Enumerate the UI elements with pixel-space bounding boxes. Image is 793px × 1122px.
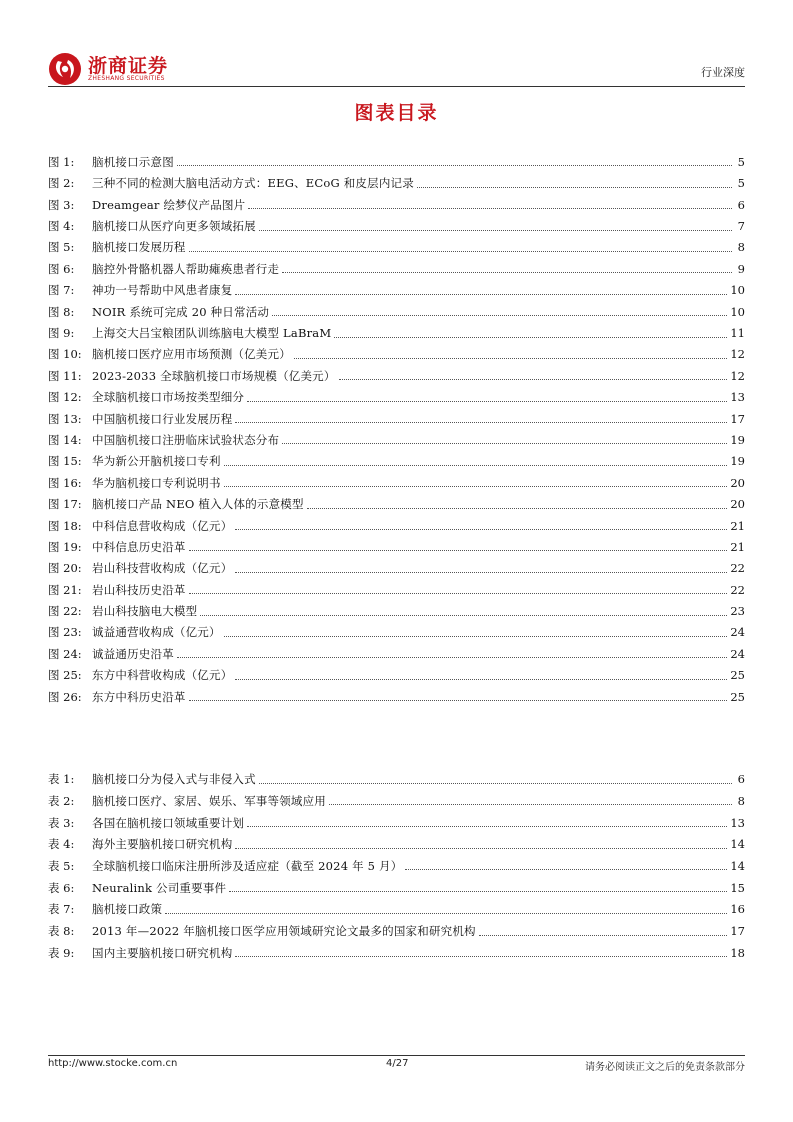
table-toc-entry[interactable] bbox=[48, 829, 745, 851]
figure-toc-entry[interactable] bbox=[48, 660, 745, 681]
entry-label: 图 15: bbox=[48, 454, 82, 469]
dot-leader bbox=[189, 550, 728, 551]
figure-list bbox=[48, 147, 745, 703]
figure-toc-entry[interactable] bbox=[48, 489, 745, 510]
entry-title: 脑机接口医疗应用市场预测（亿美元） bbox=[92, 347, 291, 362]
entry-label: 图 6: bbox=[48, 261, 75, 276]
figure-toc-entry[interactable] bbox=[48, 233, 745, 254]
figure-toc-entry[interactable] bbox=[48, 168, 745, 189]
entry-title: 中科信息历史沿革 bbox=[92, 539, 186, 554]
entry-page-number: 6 bbox=[737, 197, 745, 212]
dot-leader bbox=[224, 486, 728, 487]
entry-title: 全球脑机接口市场按类型细分 bbox=[92, 390, 245, 405]
dot-leader bbox=[329, 804, 732, 805]
dot-leader bbox=[229, 891, 727, 892]
figure-toc-entry[interactable] bbox=[48, 340, 745, 361]
table-toc-entry[interactable] bbox=[48, 786, 745, 808]
entry-title: 神功一号帮助中风患者康复 bbox=[92, 283, 233, 298]
dot-leader bbox=[259, 230, 732, 231]
entry-page-number: 25 bbox=[730, 689, 745, 704]
dot-leader bbox=[235, 956, 727, 957]
dot-leader bbox=[189, 251, 732, 252]
dot-leader bbox=[235, 679, 727, 680]
entry-title: 诚益通营收构成（亿元） bbox=[92, 625, 221, 640]
entry-title: 脑控外骨骼机器人帮助瘫痪患者行走 bbox=[92, 261, 280, 276]
entry-label: 图 23: bbox=[48, 625, 82, 640]
entry-page-number: 10 bbox=[730, 283, 745, 298]
entry-label: 图 8: bbox=[48, 304, 75, 319]
entry-page-number: 12 bbox=[730, 368, 745, 383]
entry-page-number: 16 bbox=[730, 902, 745, 917]
dot-leader bbox=[165, 913, 727, 914]
table-list bbox=[48, 764, 745, 959]
page-header bbox=[48, 48, 745, 86]
dot-leader bbox=[224, 465, 728, 466]
company-logo bbox=[48, 48, 218, 86]
entry-title: 东方中科历史沿革 bbox=[92, 689, 186, 704]
table-toc-entry[interactable] bbox=[48, 894, 745, 916]
dot-leader bbox=[417, 187, 732, 188]
entry-label: 图 4: bbox=[48, 219, 75, 234]
zheshang-logo-icon bbox=[48, 52, 82, 86]
entry-label: 图 3: bbox=[48, 197, 75, 212]
entry-page-number: 6 bbox=[737, 772, 745, 787]
entry-page-number: 12 bbox=[730, 347, 745, 362]
entry-title: 国内主要脑机接口研究机构 bbox=[92, 945, 233, 960]
entry-title: 华为脑机接口专利说明书 bbox=[92, 475, 221, 490]
dot-leader bbox=[235, 848, 727, 849]
dot-leader bbox=[339, 379, 728, 380]
figure-toc-entry[interactable] bbox=[48, 511, 745, 532]
entry-page-number: 24 bbox=[730, 625, 745, 640]
figure-toc-entry[interactable] bbox=[48, 596, 745, 617]
entry-page-number: 20 bbox=[730, 497, 745, 512]
entry-title: Dreamgear 绘梦仪产品图片 bbox=[92, 197, 246, 212]
figure-toc-entry[interactable] bbox=[48, 639, 745, 660]
figure-toc-entry[interactable] bbox=[48, 553, 745, 574]
dot-leader bbox=[235, 572, 727, 573]
entry-label: 图 9: bbox=[48, 326, 75, 341]
entry-label: 表 1: bbox=[48, 772, 75, 787]
entry-label: 图 21: bbox=[48, 582, 82, 597]
figure-toc-entry[interactable] bbox=[48, 446, 745, 467]
entry-page-number: 15 bbox=[730, 880, 745, 895]
entry-title: 脑机接口政策 bbox=[92, 902, 163, 917]
figure-toc-entry[interactable] bbox=[48, 532, 745, 553]
dot-leader bbox=[235, 294, 727, 295]
entry-title: 脑机接口发展历程 bbox=[92, 240, 186, 255]
entry-label: 图 2: bbox=[48, 176, 75, 191]
entry-label: 表 6: bbox=[48, 880, 75, 895]
table-toc-entry[interactable] bbox=[48, 764, 745, 786]
table-toc-entry[interactable] bbox=[48, 916, 745, 938]
entry-page-number: 11 bbox=[730, 326, 745, 341]
entry-label: 表 8: bbox=[48, 924, 75, 938]
dot-leader bbox=[334, 337, 727, 338]
entry-label: 图 1: bbox=[48, 154, 75, 169]
entry-label: 图 25: bbox=[48, 668, 82, 683]
dot-leader bbox=[479, 935, 728, 936]
entry-label: 图 12: bbox=[48, 390, 82, 405]
entry-page-number: 8 bbox=[737, 240, 745, 255]
entry-page-number: 21 bbox=[730, 539, 745, 554]
dot-leader bbox=[248, 208, 732, 209]
dot-leader bbox=[247, 826, 727, 827]
entry-title: 岩山科技营收构成（亿元） bbox=[92, 561, 233, 576]
entry-label: 图 19: bbox=[48, 539, 82, 554]
figure-toc-entry[interactable] bbox=[48, 618, 745, 639]
entry-page-number: 5 bbox=[737, 154, 745, 169]
table-toc-entry[interactable] bbox=[48, 851, 745, 873]
entry-page-number: 14 bbox=[730, 858, 745, 873]
entry-page-number: 5 bbox=[737, 176, 745, 191]
figure-toc-entry[interactable] bbox=[48, 404, 745, 425]
page-number: 4/27 bbox=[386, 1058, 409, 1069]
figure-toc-entry[interactable] bbox=[48, 575, 745, 596]
entry-label: 图 10: bbox=[48, 347, 82, 362]
dot-leader bbox=[294, 358, 727, 359]
entry-page-number: 20 bbox=[730, 475, 745, 490]
figure-toc-entry[interactable] bbox=[48, 254, 745, 275]
document-type-label: 行业深度 bbox=[701, 66, 745, 79]
entry-title: 上海交大吕宝粮团队训练脑电大模型 LaBraM bbox=[92, 326, 332, 341]
dot-leader bbox=[272, 315, 727, 316]
entry-page-number: 9 bbox=[737, 261, 745, 276]
entry-label: 图 13: bbox=[48, 411, 82, 426]
table-toc-entry[interactable] bbox=[48, 872, 745, 894]
table-toc-entry[interactable] bbox=[48, 938, 745, 960]
entry-title: 中国脑机接口注册临床试验状态分布 bbox=[92, 432, 280, 447]
dot-leader bbox=[307, 508, 728, 509]
entry-title: 脑机接口医疗、家居、娱乐、军事等领域应用 bbox=[92, 793, 326, 808]
entry-page-number: 22 bbox=[730, 561, 745, 576]
entry-label: 图 17: bbox=[48, 497, 82, 512]
entry-label: 表 9: bbox=[48, 945, 75, 960]
figure-toc-entry[interactable] bbox=[48, 425, 745, 446]
dot-leader bbox=[177, 657, 727, 658]
entry-label: 表 7: bbox=[48, 902, 75, 917]
entry-title: 中科信息营收构成（亿元） bbox=[92, 518, 233, 533]
entry-label: 图 16: bbox=[48, 475, 82, 490]
entry-title: 脑机接口示意图 bbox=[92, 154, 174, 169]
entry-label: 图 22: bbox=[48, 604, 82, 619]
entry-page-number: 22 bbox=[730, 582, 745, 597]
figure-toc-entry[interactable] bbox=[48, 682, 745, 703]
entry-page-number: 14 bbox=[730, 837, 745, 852]
entry-title: 脑机接口从医疗向更多领域拓展 bbox=[92, 219, 256, 234]
entry-title: 东方中科营收构成（亿元） bbox=[92, 668, 233, 683]
entry-title: 诚益通历史沿革 bbox=[92, 646, 174, 661]
entry-label: 表 4: bbox=[48, 837, 75, 852]
entry-page-number: 21 bbox=[730, 518, 745, 533]
entry-page-number: 25 bbox=[730, 668, 745, 683]
disclaimer-note: 请务必阅读正文之后的免责条款部分 bbox=[585, 1062, 745, 1073]
entry-page-number: 10 bbox=[730, 304, 745, 319]
entry-label: 图 18: bbox=[48, 518, 82, 533]
entry-page-number: 17 bbox=[730, 411, 745, 426]
entry-label: 图 20: bbox=[48, 561, 82, 576]
entry-page-number: 13 bbox=[730, 390, 745, 405]
toc-title: 图表目录 bbox=[354, 102, 439, 124]
figure-toc-entry[interactable] bbox=[48, 468, 745, 489]
entry-label: 图 24: bbox=[48, 646, 82, 661]
entry-title: 岩山科技脑电大模型 bbox=[92, 604, 198, 619]
entry-title: 脑机接口产品 NEO 植入人体的示意模型 bbox=[92, 497, 304, 512]
dot-leader bbox=[177, 165, 732, 166]
dot-leader bbox=[189, 700, 728, 701]
figure-toc-entry[interactable] bbox=[48, 147, 745, 168]
dot-leader bbox=[224, 636, 728, 637]
entry-page-number: 19 bbox=[730, 432, 745, 447]
figure-toc-entry[interactable] bbox=[48, 275, 745, 296]
figure-toc-entry[interactable] bbox=[48, 190, 745, 211]
entry-title: 2013 年—2022 年脑机接口医学应用领域研究论文最多的国家和研究机构 bbox=[92, 924, 476, 938]
dot-leader bbox=[189, 593, 728, 594]
entry-title: 三种不同的检测大脑电活动方式：EEG、ECoG 和皮层内记录 bbox=[92, 176, 414, 191]
figure-toc-entry[interactable] bbox=[48, 382, 745, 403]
entry-page-number: 24 bbox=[730, 646, 745, 661]
logo-english-name: ZHESHANG SECURITIES bbox=[88, 75, 165, 82]
entry-title: 华为新公开脑机接口专利 bbox=[92, 454, 221, 469]
entry-page-number: 13 bbox=[730, 815, 745, 830]
entry-label: 表 2: bbox=[48, 793, 75, 808]
entry-page-number: 7 bbox=[737, 219, 745, 234]
entry-label: 图 14: bbox=[48, 432, 82, 447]
figure-toc-entry[interactable] bbox=[48, 297, 745, 318]
entry-label: 图 11: bbox=[48, 368, 82, 383]
dot-leader bbox=[247, 401, 727, 402]
header-divider bbox=[48, 86, 745, 87]
entry-title: 脑机接口分为侵入式与非侵入式 bbox=[92, 772, 256, 787]
entry-title: 2023-2033 全球脑机接口市场规模（亿美元） bbox=[92, 368, 336, 383]
entry-label: 表 5: bbox=[48, 858, 75, 873]
dot-leader bbox=[405, 869, 727, 870]
entry-label: 图 26: bbox=[48, 689, 82, 704]
footer-website-link[interactable]: http://www.stocke.com.cn bbox=[48, 1058, 178, 1069]
footer-divider bbox=[48, 1055, 745, 1056]
entry-title: 海外主要脑机接口研究机构 bbox=[92, 837, 233, 852]
dot-leader bbox=[200, 615, 727, 616]
entry-title: 中国脑机接口行业发展历程 bbox=[92, 411, 233, 426]
figure-toc-entry[interactable] bbox=[48, 361, 745, 382]
dot-leader bbox=[259, 783, 732, 784]
dot-leader bbox=[235, 422, 727, 423]
entry-label: 图 7: bbox=[48, 283, 75, 298]
dot-leader bbox=[235, 529, 727, 530]
dot-leader bbox=[282, 443, 727, 444]
entry-page-number: 8 bbox=[737, 793, 745, 808]
dot-leader bbox=[282, 272, 732, 273]
entry-label: 表 3: bbox=[48, 815, 75, 830]
entry-label: 图 5: bbox=[48, 240, 75, 255]
page-footer bbox=[48, 1058, 745, 1074]
logo-chinese-name: 浙商证券 bbox=[88, 55, 169, 77]
entry-title: Neuralink 公司重要事件 bbox=[92, 880, 227, 895]
entry-page-number: 19 bbox=[730, 454, 745, 469]
table-toc-entry[interactable] bbox=[48, 807, 745, 829]
entry-title: 全球脑机接口临床注册所涉及适应症（截至 2024 年 5 月） bbox=[92, 858, 403, 873]
entry-page-number: 18 bbox=[730, 945, 745, 960]
entry-page-number: 17 bbox=[730, 924, 745, 938]
entry-page-number: 23 bbox=[730, 604, 745, 619]
entry-title: 各国在脑机接口领域重要计划 bbox=[92, 815, 245, 830]
entry-title: NOIR 系统可完成 20 种日常活动 bbox=[92, 304, 270, 319]
figure-toc-entry[interactable] bbox=[48, 211, 745, 232]
figure-toc-entry[interactable] bbox=[48, 318, 745, 339]
entry-title: 岩山科技历史沿革 bbox=[92, 582, 186, 597]
